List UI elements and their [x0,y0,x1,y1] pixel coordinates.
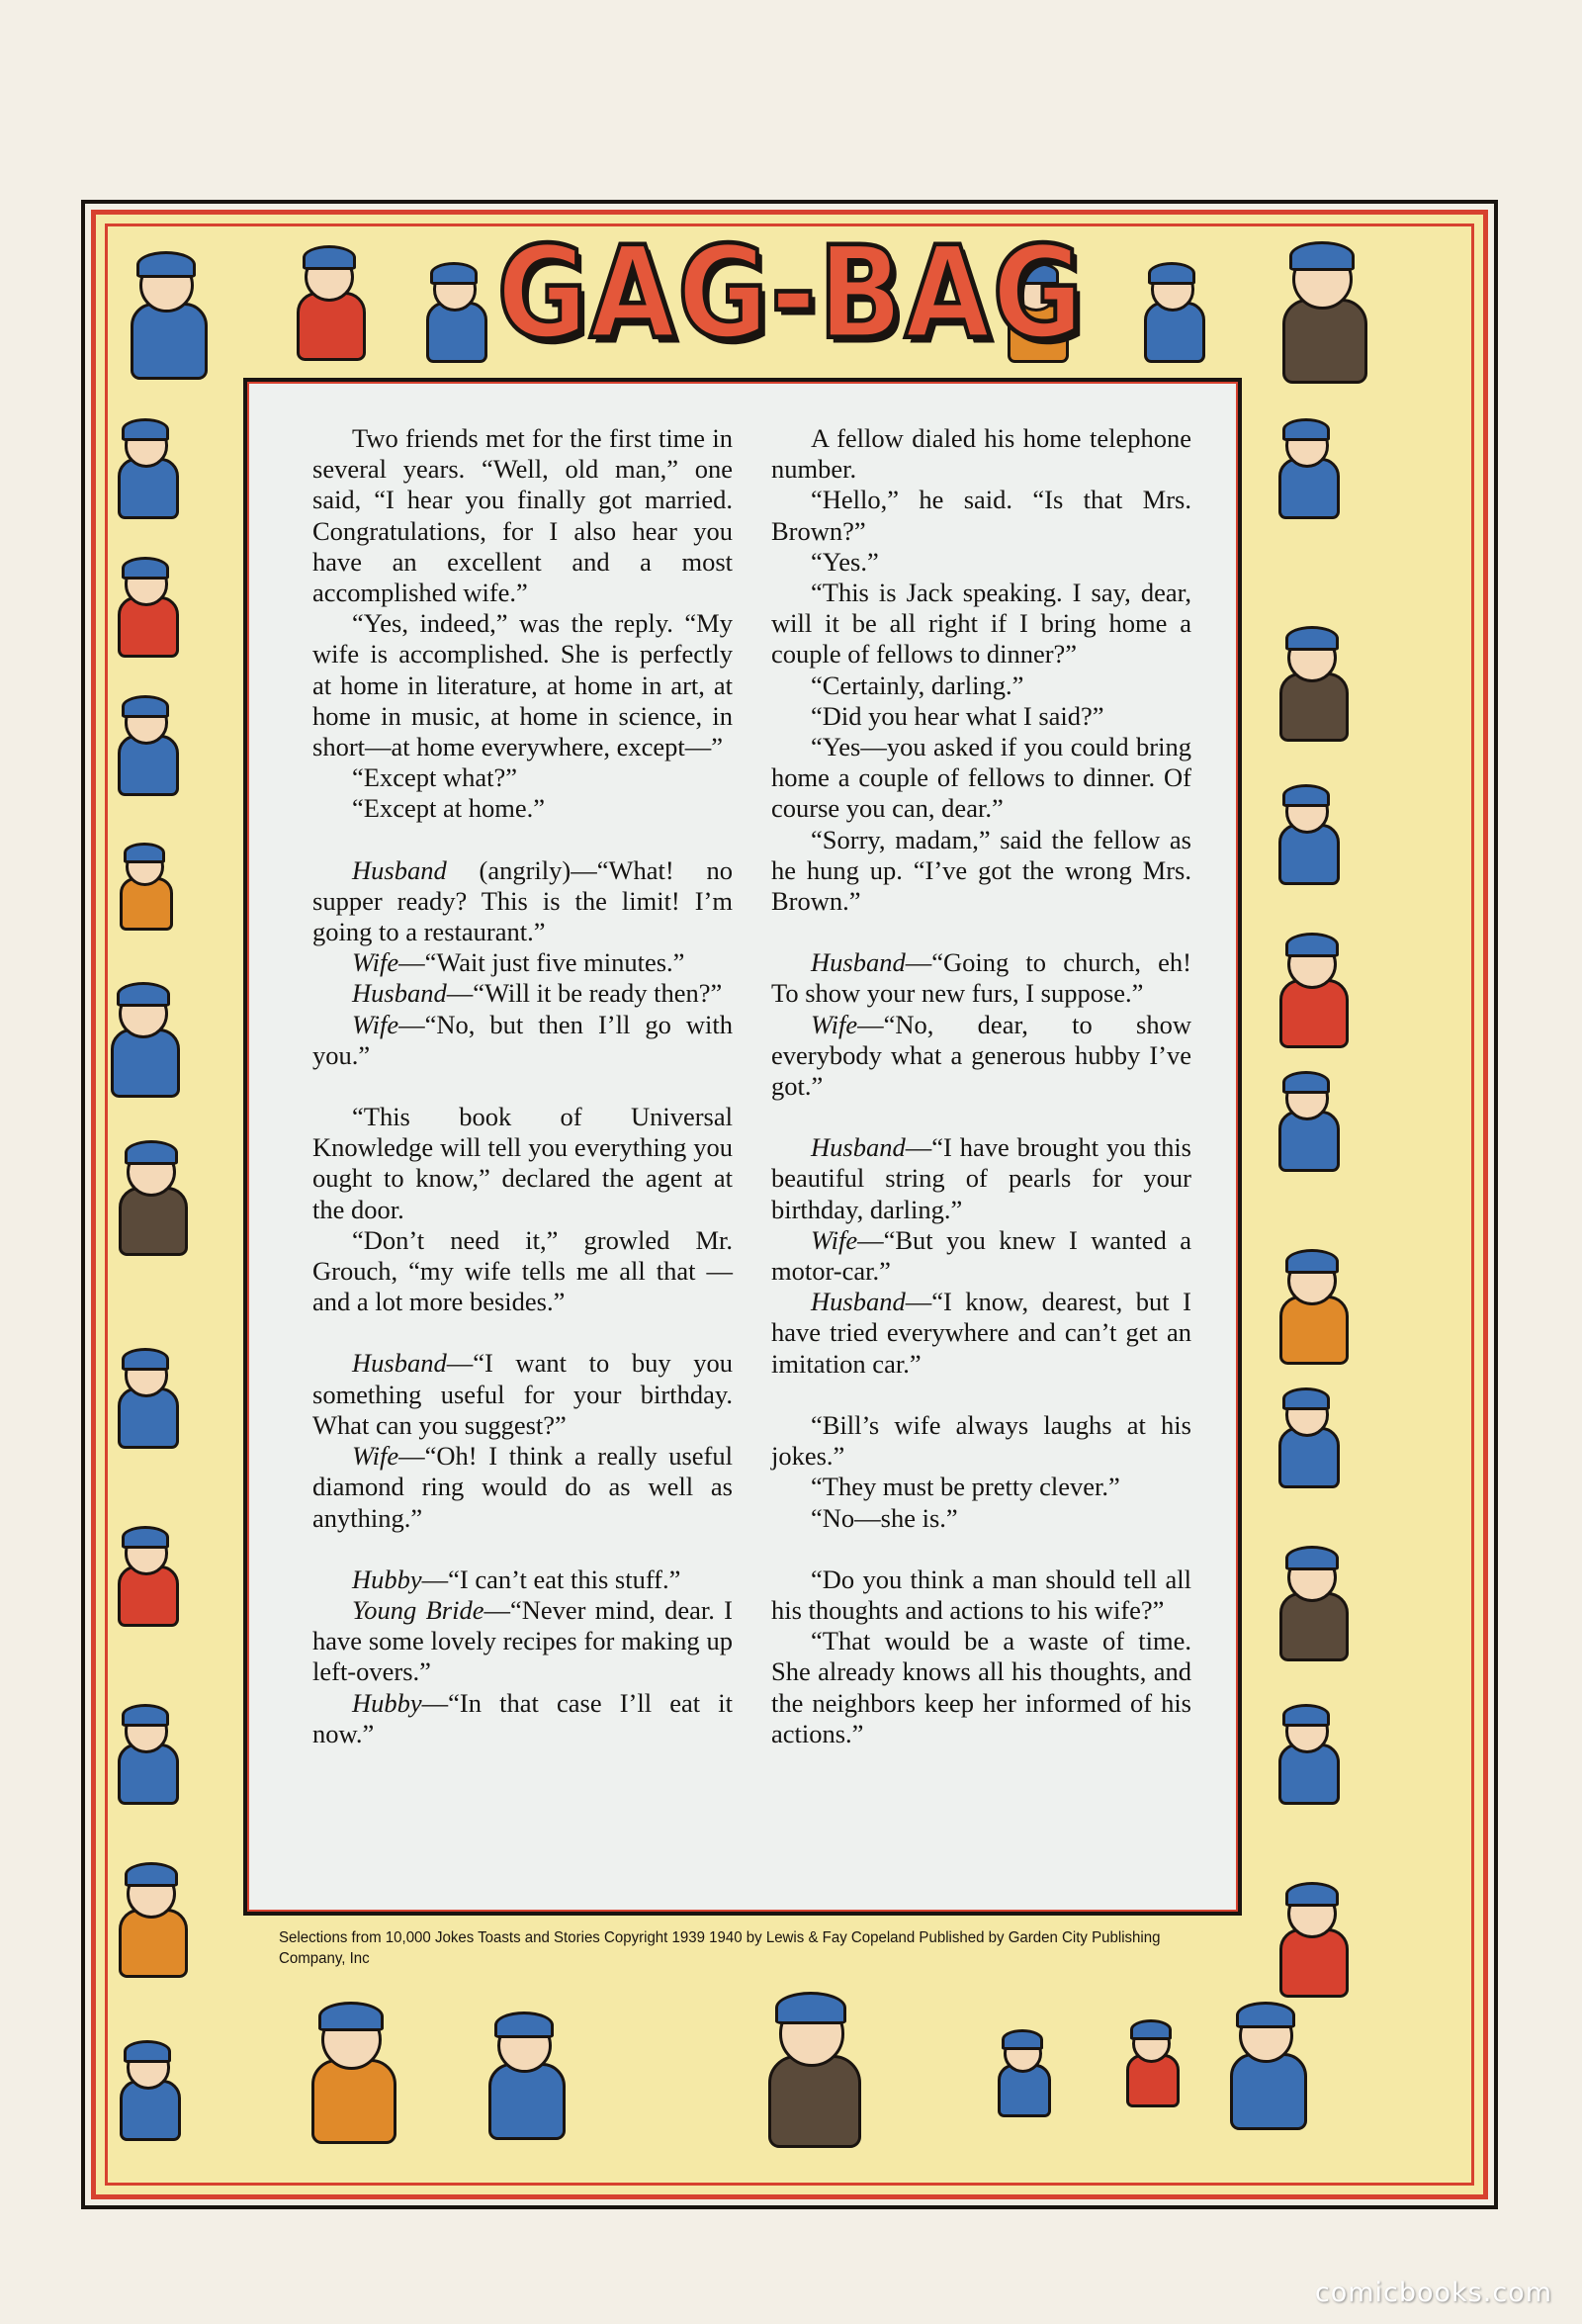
joke-paragraph [771,1472,1191,1502]
speaker-label: Wife [352,1009,399,1039]
cartoon-character-icon [99,979,198,1106]
joke-text: —“I want to buy you something useful for your birthday. What can you suggest?” [312,1348,733,1440]
joke-paragraph [312,978,733,1009]
cartoon-character-icon [107,1523,196,1634]
cartoon-character-icon [107,415,196,526]
joke-paragraph [312,1595,733,1688]
joke-paragraph [771,485,1191,546]
cartoon-character-icon [1268,1385,1357,1495]
joke-text: —“But you knew I wanted a motor-car.” [771,1224,1191,1287]
joke-text: “Do you think a man should tell all his thoughts and actions to his wife?” [771,1564,1191,1625]
joke-paragraph [312,1441,733,1534]
speaker-label: Wife [352,1441,399,1472]
joke-text: “Yes—you asked if you could bring home a couple of fellows to dinner. Of course you can, dear.” [771,732,1191,824]
joke-paragraph [312,1225,733,1318]
joke-text: —“Will it be ready then?” [446,978,723,1009]
credits-line: Selections from 10,000 Jokes Toasts and Stories Copyright 1939 1940 by Lewis & Fay Copeland Published by Garden City Publishing Company, Inc [279,1929,1161,1967]
joke-text: —“I have brought you this beautiful string of pearls for your birthday, darling.” [771,1132,1191,1224]
joke-paragraph [771,1626,1191,1749]
speaker-label: Husband [811,947,906,978]
cartoon-character-icon [1268,1879,1366,2006]
joke-paragraph [771,670,1191,701]
joke-text: Two friends met for the first time in several years. “Well, old man,” one said, “I hear you finally got married. Congratulations, for I also hear you have an excellent and a most accomplished wife.” [312,423,733,608]
joke-paragraph [771,1410,1191,1472]
joke-paragraph [312,1102,733,1225]
joke-paragraph [771,1010,1191,1103]
joke-text: “This book of Universal Knowledge will tell you everything you ought to know,” declared the agent at the door. [312,1102,733,1224]
cartoon-character-icon [1268,415,1357,526]
cartoon-character-icon [1268,1068,1357,1179]
speaker-label: Husband [811,1132,906,1163]
joke-paragraph [312,1010,733,1071]
joke-paragraph [771,423,1191,485]
cartoon-character-icon [107,1859,206,1986]
paragraph-gap [312,825,733,855]
joke-text: “Sorry, madam,” said the fellow as he hung up. “I’ve got the wrong Mrs. Brown.” [771,824,1191,917]
joke-text: “Except at home.” [352,793,545,824]
joke-paragraph [312,793,733,824]
joke-paragraph [312,1348,733,1441]
joke-text: —“I can’t eat this stuff.” [421,1564,681,1594]
joke-text: “Did you hear what I said?” [811,700,1104,731]
paragraph-gap [312,1071,733,1102]
paragraph-gap [312,1534,733,1564]
cartoon-character-icon [107,1345,196,1456]
joke-text: —“Wait just five minutes.” [398,947,685,978]
joke-paragraph [771,578,1191,670]
speaker-label: Young Bride [352,1594,484,1625]
joke-paragraph [312,762,733,793]
joke-text: —“No, dear, to show everybody what a generous hubby I’ve got.” [771,1009,1191,1102]
speaker-label: Wife [352,947,399,978]
joke-paragraph [312,947,733,978]
joke-text: (angrily)—“What! no supper ready? This is the limit! I’m going to a restaurant.” [312,854,733,947]
joke-paragraph [771,701,1191,732]
cartoon-character-icon [1268,1543,1366,1669]
speaker-label: Husband [352,978,447,1009]
joke-text: “Yes, indeed,” was the reply. “My wife is accomplished. She is perfectly at home in literature, at home in art, at home in music, at home in science, in short—at home everywhere, except—” [312,608,733,762]
joke-text: —“In that case I’ll eat it now.” [312,1687,733,1748]
joke-paragraph [771,1225,1191,1287]
joke-paragraph [771,947,1191,1009]
joke-paragraph [771,1503,1191,1534]
cartoon-character-icon [475,2008,583,2150]
cartoon-character-icon [107,1137,206,1264]
joke-paragraph [312,1564,733,1595]
cartoon-character-icon [989,2027,1068,2122]
joke-paragraph [771,825,1191,918]
cartoon-character-icon [1117,2017,1196,2112]
joke-text: —“Going to church, eh! To show your new furs, I suppose.” [771,947,1191,1009]
joke-paragraph [771,732,1191,825]
cartoon-character-icon [107,692,196,803]
joke-text: “Except what?” [352,762,517,793]
joke-paragraph [312,855,733,948]
paragraph-gap [771,1534,1191,1564]
paragraph-gap [771,1102,1191,1132]
speaker-label: Wife [811,1224,858,1255]
joke-text: “Certainly, darling.” [811,670,1024,700]
joke-paragraph [312,1688,733,1749]
cartoon-character-icon [1268,623,1366,750]
joke-text: A fellow dialed his home telephone number. [771,423,1191,485]
joke-paragraph [312,423,733,608]
joke-text: “That would be a waste of time. She already knows all his thoughts, and the neighbors keep her informed of his actions.” [771,1626,1191,1748]
speaker-label: Husband [811,1287,906,1317]
cartoon-character-icon [297,1998,415,2156]
joke-paragraph [771,1132,1191,1225]
paragraph-gap [771,917,1191,947]
cartoon-character-icon [751,1988,880,2162]
joke-paragraph [771,1564,1191,1626]
joke-text: “Yes.” [811,546,879,577]
watermark: comicbooks.com [1314,2278,1552,2308]
cartoon-character-icon [1268,1246,1366,1373]
cartoon-character-icon [107,554,196,665]
page-title: GAG-BAG [496,220,1086,368]
joke-text: —“I know, dearest, but I have tried everywhere and can’t get an imitation car.” [771,1287,1191,1379]
jokes-panel [243,378,1242,1916]
joke-text: “This is Jack speaking. I say, dear, will it be all right if I bring home a couple of fellows to dinner?” [771,578,1191,670]
joke-text: “Hello,” he said. “Is that Mrs. Brown?” [771,485,1191,546]
speaker-label: Hubby [352,1687,422,1718]
joke-text: “No—she is.” [811,1502,958,1533]
joke-paragraph [312,608,733,762]
cartoon-character-icon [111,841,190,936]
joke-text: —“No, but then I’ll go with you.” [312,1009,733,1070]
paragraph-gap [312,1317,733,1348]
paragraph-gap [771,1380,1191,1410]
joke-paragraph [771,1287,1191,1380]
joke-paragraph [771,547,1191,578]
speaker-label: Wife [811,1009,858,1039]
cartoon-character-icon [1216,1998,1325,2140]
joke-text: —“Never mind, dear. I have some lovely recipes for making up left-overs.” [312,1594,733,1687]
joke-text: —“Oh! I think a really useful diamond ring would do as well as anything.” [312,1441,733,1533]
cartoon-character-icon [1268,1701,1357,1812]
joke-text: “Bill’s wife always laughs at his jokes.” [771,1409,1191,1472]
cartoon-character-icon [1268,930,1366,1056]
speaker-label: Husband [352,1348,447,1379]
right-column [771,423,1191,1749]
joke-text: “They must be pretty clever.” [811,1472,1120,1502]
cartoon-character-icon [1268,781,1357,892]
cartoon-character-icon [109,2037,198,2148]
speaker-label: Hubby [352,1564,422,1594]
cartoon-character-icon [107,1701,196,1812]
speaker-label: Husband [352,854,447,885]
left-column [312,423,733,1749]
joke-text: “Don’t need it,” growled Mr. Grouch, “my wife tells me all that —and a lot more besides.” [312,1224,733,1317]
